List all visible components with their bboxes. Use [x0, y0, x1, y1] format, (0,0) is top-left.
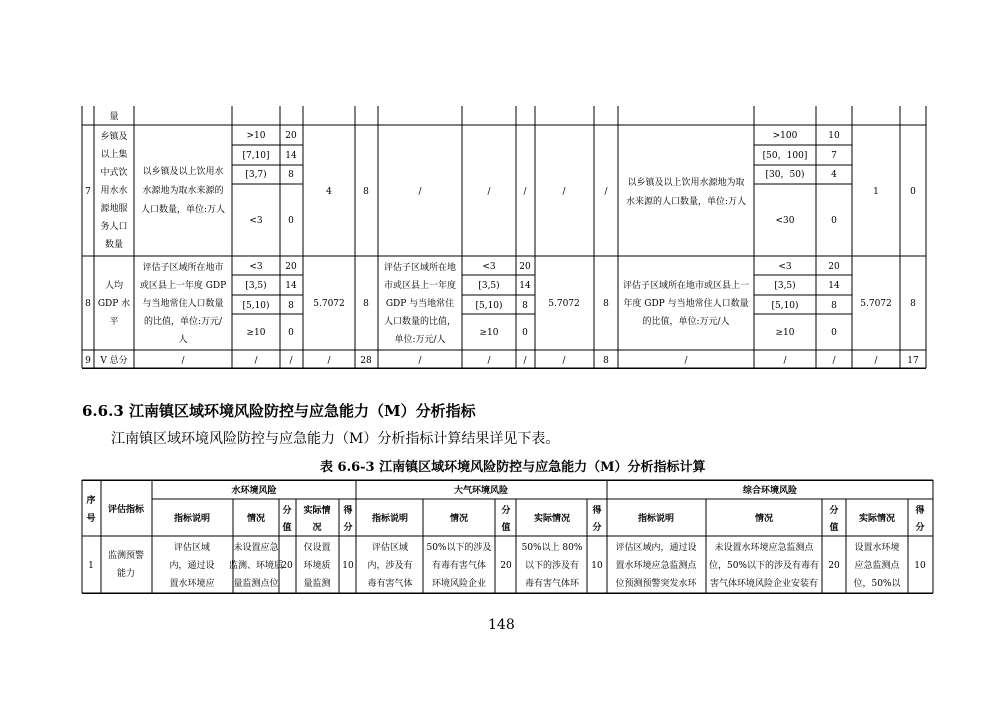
- b-row1-water-got: 10: [342, 561, 354, 571]
- header-comp-score: 值: [829, 523, 839, 533]
- row9-slash: /: [874, 356, 878, 366]
- header-air-actual: 实际情况: [533, 514, 571, 524]
- fragment-cell: 量: [109, 112, 119, 122]
- header-water-case: 情况: [246, 514, 266, 524]
- row7-water-score: 14: [285, 151, 297, 161]
- row8-water-desc: 评估子区域所在地市: [142, 263, 224, 273]
- row8-air-desc: 人口数量的比值，: [383, 317, 457, 327]
- row8-comp-actual: 5.7072: [860, 299, 892, 309]
- b-row1-air-actual: 毒有害气体环: [524, 579, 580, 589]
- row8-comp-score: 0: [831, 328, 837, 338]
- b-row1-water-actual: 量监测: [303, 579, 331, 589]
- row8-air-desc: 评估子区域所在地: [383, 263, 457, 273]
- row7-comp-score: 4: [831, 170, 837, 180]
- b-row1-water-score: 20: [281, 561, 293, 571]
- row7-water-case: >10: [246, 131, 266, 141]
- b-row1-air-case: 环境风险企业: [431, 579, 487, 589]
- row9-slash: /: [289, 356, 293, 366]
- header-comp-actual: 实际情况: [858, 514, 896, 524]
- header-water-got: 得: [343, 506, 353, 516]
- header-water-actual: 实际情: [303, 506, 331, 516]
- b-row1-air-case: 有毒有害气体: [431, 561, 487, 571]
- row8-comp-desc: 评估子区域所在地市或区县上一: [622, 281, 750, 291]
- header-comp-score: 分: [829, 506, 839, 516]
- header-water-risk: 水环境风险: [231, 486, 277, 496]
- row8-water-case: [3,5): [245, 281, 267, 291]
- header-no: 号: [86, 514, 96, 524]
- row7-air-score: /: [523, 187, 527, 197]
- row8-water-got: 8: [363, 299, 369, 309]
- row7-water-score: 0: [288, 216, 294, 226]
- row9-air-total: 8: [603, 356, 609, 366]
- header-water-desc: 指标说明: [173, 514, 211, 524]
- b-row1-air-score: 20: [500, 561, 512, 571]
- body-paragraph: 江南镇区域环境风险防控与应急能力（M）分析指标计算结果详见下表。: [111, 431, 560, 447]
- row7-comp-desc: 水来源的人口数量，单位:万人: [625, 197, 747, 207]
- row8-air-desc: 市或区县上一年度: [383, 281, 457, 291]
- row8-no: 8: [85, 299, 91, 309]
- row7-name: 乡镇及: [100, 132, 128, 142]
- row7-air-actual: /: [562, 187, 566, 197]
- b-row1-water-case: 量监测点位: [233, 579, 279, 589]
- row9-slash: /: [562, 356, 566, 366]
- header-air-score: 分: [501, 506, 511, 516]
- b-row1-comp-case: 害气体环境风险企业安装有: [709, 579, 819, 589]
- row8-comp-case: [5,10): [771, 301, 799, 311]
- row7-name: 源地服: [100, 204, 128, 214]
- b-row1-air-desc: 评估区域: [371, 543, 409, 553]
- row8-air-case: [5,10): [475, 301, 503, 311]
- row8-air-score: 20: [519, 262, 531, 272]
- row9-slash: /: [181, 356, 185, 366]
- row8-name: 人均: [104, 281, 124, 291]
- b-row1-comp-actual: 应急监测点: [854, 561, 900, 571]
- row7-name: 数量: [104, 240, 124, 250]
- header-comp-got: 分: [915, 523, 925, 533]
- header-water-score: 分: [282, 506, 292, 516]
- row7-water-desc: 水源地为取水来源的: [142, 186, 224, 196]
- header-air-got: 分: [592, 523, 602, 533]
- row8-water-desc: 人: [178, 335, 188, 345]
- row8-air-actual: 5.7072: [548, 299, 580, 309]
- row9-slash: /: [487, 356, 491, 366]
- header-comp-got: 得: [915, 506, 925, 516]
- row7-comp-score: 7: [831, 151, 837, 161]
- row7-comp-case: <30: [775, 216, 795, 226]
- row7-water-desc: 以乡镇及以上饮用水: [142, 167, 224, 177]
- b-row1-air-desc: 毒有害气体: [367, 579, 413, 589]
- row9-water-total: 28: [360, 356, 372, 366]
- row7-water-case: [3,7): [245, 170, 267, 180]
- row7-name: 中式饮: [100, 168, 128, 178]
- row8-air-score: 0: [522, 328, 528, 338]
- row8-comp-score: 20: [828, 262, 840, 272]
- row9-slash: /: [254, 356, 258, 366]
- row7-water-score: 20: [285, 131, 297, 141]
- row7-air-desc: /: [418, 187, 422, 197]
- row8-comp-desc: 年度 GDP 与当地常住人口数量: [623, 299, 749, 309]
- row8-comp-score: 14: [828, 281, 840, 291]
- row7-air-got: /: [604, 187, 608, 197]
- b-row1-air-actual: 50%以上 80%: [521, 543, 583, 553]
- row8-water-score: 20: [285, 262, 297, 272]
- row9-slash: /: [783, 356, 787, 366]
- b-row1-water-desc: 内，通过设: [169, 561, 215, 571]
- top-table: [82, 106, 926, 368]
- row8-water-desc: 与当地常住人口数量: [142, 299, 224, 309]
- header-air-score: 值: [501, 523, 511, 533]
- row7-no: 7: [85, 187, 91, 197]
- header-air-risk: 大气环境风险: [453, 486, 509, 496]
- row7-comp-case: [30，50): [765, 170, 805, 180]
- b-row1-name: 能力: [116, 569, 136, 579]
- header-comp-case: 情况: [754, 514, 774, 524]
- row7-water-actual: 4: [326, 187, 332, 197]
- row9-no: 9: [85, 356, 91, 366]
- row7-water-case: <3: [249, 216, 263, 226]
- b-row1-comp-case: 位，50%以下的涉及有毒有: [708, 561, 820, 571]
- bottom-table: [82, 480, 933, 593]
- header-air-got: 得: [592, 506, 602, 516]
- row8-water-case: [5,10): [242, 301, 270, 311]
- row8-air-score: 14: [519, 281, 531, 291]
- row8-air-desc: GDP 与当地常住: [385, 299, 455, 309]
- row7-comp-case: [50，100]: [762, 151, 808, 161]
- header-air-desc: 指标说明: [371, 514, 409, 524]
- row9-slash: /: [832, 356, 836, 366]
- header-water-score: 值: [282, 523, 292, 533]
- b-row1-water-desc: 置水环境应: [169, 579, 215, 589]
- row7-water-got: 8: [363, 187, 369, 197]
- header-air-case: 情况: [449, 514, 469, 524]
- row8-comp-case: <3: [778, 262, 792, 272]
- row9-name: V 总分: [100, 356, 128, 366]
- b-row1-air-got: 10: [591, 561, 603, 571]
- row8-air-case: <3: [482, 262, 496, 272]
- section-heading: 6.6.3 江南镇区域环境风险防控与应急能力（M）分析指标: [82, 402, 476, 420]
- row9-slash: /: [684, 356, 688, 366]
- row7-water-score: 8: [288, 170, 294, 180]
- row8-air-score: 8: [522, 301, 528, 311]
- table-caption: 表 6.6-3 江南镇区域环境风险防控与应急能力（M）分析指标计算: [320, 460, 706, 475]
- b-row1-comp-desc: 位预测预警突发水环: [615, 579, 697, 589]
- header-comp-desc: 指标说明: [637, 514, 675, 524]
- row7-water-desc: 人口数量，单位:万人: [140, 205, 226, 215]
- row8-water-case: <3: [249, 262, 263, 272]
- row7-water-case: [7,10]: [242, 151, 270, 161]
- row9-slash: /: [418, 356, 422, 366]
- b-row1-water-case: 未设置应急: [233, 543, 279, 553]
- row7-name: 以上集: [100, 150, 128, 160]
- row9-comp-total: 17: [907, 356, 919, 366]
- row7-comp-got: 0: [910, 187, 916, 197]
- b-row1-air-case: 50%以下的涉及: [426, 543, 492, 553]
- row8-water-desc: 的比值，单位:万元/: [143, 317, 223, 327]
- b-row1-comp-actual: 设置水环境: [854, 543, 900, 553]
- row7-air-case: /: [487, 187, 491, 197]
- row8-air-case: ≥10: [479, 328, 499, 338]
- row9-slash: /: [523, 356, 527, 366]
- header-water-got: 分: [343, 523, 353, 533]
- b-row1-no: 1: [88, 561, 94, 571]
- row7-comp-desc: 以乡镇及以上饮用水源地为取: [627, 178, 745, 188]
- page-number: 148: [488, 617, 515, 633]
- row8-air-got: 8: [603, 299, 609, 309]
- row8-water-score: 0: [288, 328, 294, 338]
- b-row1-comp-got: 10: [914, 561, 926, 571]
- row8-air-case: [3,5): [478, 281, 500, 291]
- b-row1-air-actual: 以下的涉及有: [524, 561, 580, 571]
- row8-comp-desc: 的比值，单位:万元/人: [642, 317, 730, 327]
- b-row1-water-desc: 评估区域: [173, 543, 211, 553]
- b-row1-comp-score: 20: [828, 561, 840, 571]
- row8-name: 平: [109, 317, 119, 327]
- b-row1-name: 监测预警: [107, 551, 145, 561]
- row7-comp-case: >100: [772, 131, 798, 141]
- b-row1-comp-case: 未设置水环境应急监测点: [714, 543, 814, 553]
- b-row1-comp-actual: 位，50%以: [853, 579, 901, 589]
- row7-comp-actual: 1: [873, 187, 879, 197]
- b-row1-air-desc: 内，涉及有: [367, 561, 413, 571]
- header-comp-risk: 综合环境风险: [742, 486, 798, 496]
- row8-comp-score: 8: [831, 301, 837, 311]
- b-row1-comp-desc: 评估区域内，通过设: [615, 543, 697, 553]
- row8-comp-case: ≥10: [775, 328, 795, 338]
- row8-water-case: ≥10: [246, 328, 266, 338]
- row8-water-desc: 或区县上一年度 GDP: [139, 281, 227, 291]
- row8-name: GDP 水: [97, 299, 131, 309]
- b-row1-comp-desc: 置水环境应急监测点: [615, 561, 697, 571]
- row8-water-score: 8: [288, 301, 294, 311]
- row8-comp-case: [3,5): [774, 281, 796, 291]
- header-no: 序: [86, 496, 96, 506]
- row8-water-actual: 5.7072: [313, 299, 345, 309]
- b-row1-water-actual: 仅设置: [303, 543, 331, 553]
- row9-slash: /: [327, 356, 331, 366]
- row8-comp-got: 8: [910, 299, 916, 309]
- b-row1-water-actual: 环境质: [303, 561, 331, 571]
- row7-name: 用水水: [100, 186, 128, 196]
- header-water-actual: 况: [312, 523, 322, 533]
- row8-air-desc: 单位:万元/人: [394, 335, 446, 345]
- header-index: 评估指标: [107, 505, 145, 515]
- row7-comp-score: 0: [831, 216, 837, 226]
- top-table-text: [85, 111, 919, 366]
- row7-name: 务人口: [100, 222, 128, 232]
- row7-comp-score: 10: [828, 131, 840, 141]
- b-row1-water-case: 监测、环境质: [228, 561, 284, 571]
- row8-water-score: 14: [285, 281, 297, 291]
